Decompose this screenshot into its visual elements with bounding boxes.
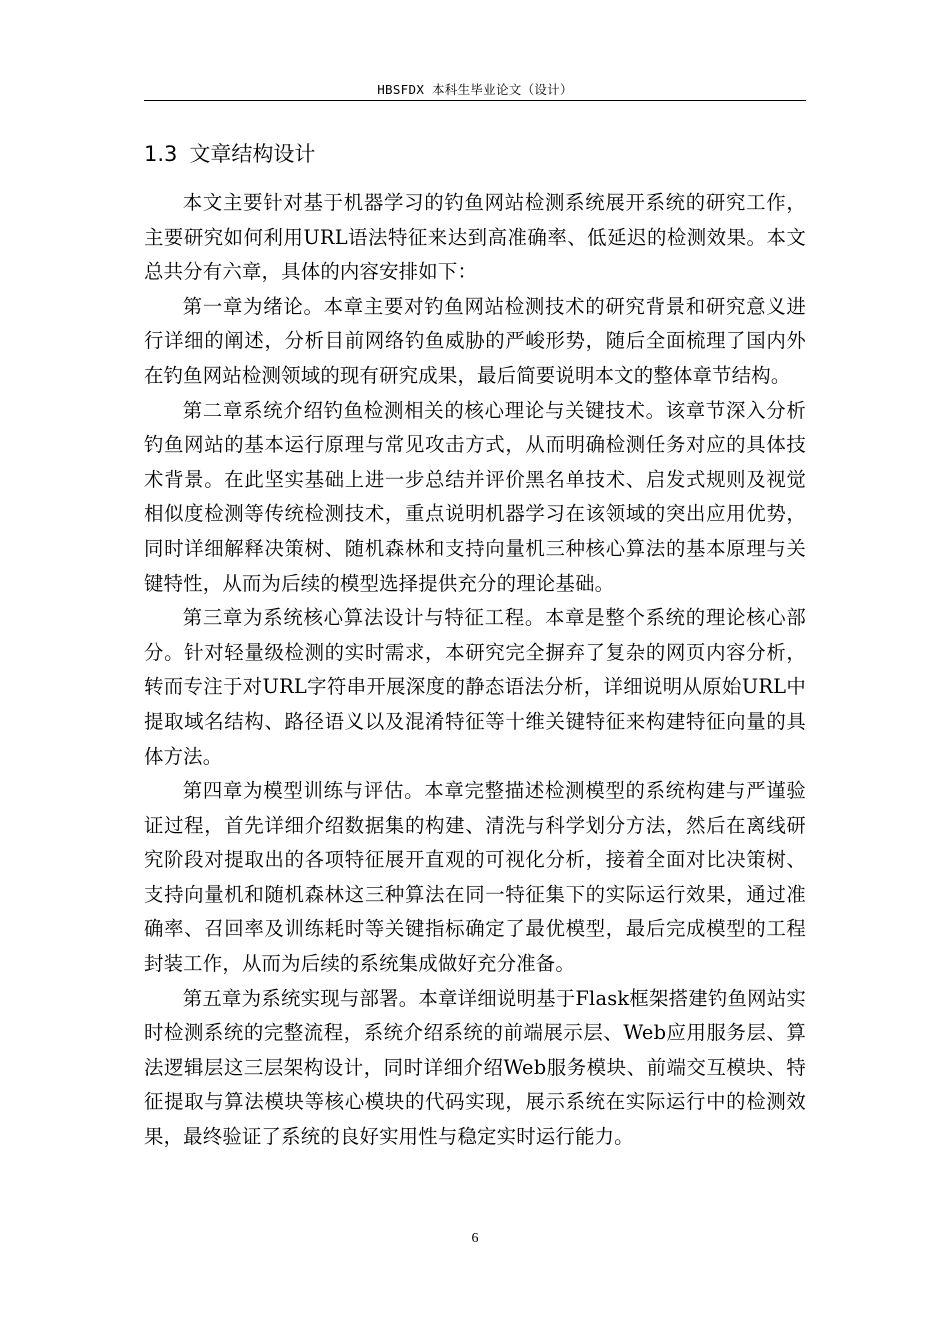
body-text — [144, 186, 806, 1155]
paragraph-chapter-2: 第二章系统介绍钓鱼检测相关的核心理论与关键技术。该章节深入分析钓鱼网站的基本运行原理与常见攻击方式，从而明确检测任务对应的具体技术背景。在此坚实基础上进一步总结并评价黑名单技术、启发式规则及视觉相似度检测等传统检测技术，重点说明机器学习在该领域的突出应用优势，同时详细解释决策树、随机森林和支持向量机三种核心算法的基本原理与关键特性，从而为后续的模型选择提供充分的理论基础。 — [144, 398, 806, 595]
paragraph-chapter-3: 第三章为系统核心算法设计与特征工程。本章是整个系统的理论核心部分。针对轻量级检测的实时需求，本研究完全摒弃了复杂的网页内容分析，转而专注于对URL字符串开展深度的静态语法分析，详细说明从原始URL中提取域名结构、路径语义以及混淆特征等十维关键特征来构建特征向量的具体方法。 — [144, 606, 806, 768]
section-heading — [144, 140, 806, 168]
paragraph-chapter-1: 第一章为绪论。本章主要对钓鱼网站检测技术的研究背景和研究意义进行详细的阐述，分析目前网络钓鱼威胁的严峻形势，随后全面梳理了国内外在钓鱼网站检测领域的现有研究成果，最后简要说明本文的整体章节结构。 — [144, 294, 806, 387]
paragraph-chapter-4: 第四章为模型训练与评估。本章完整描述检测模型的系统构建与严谨验证过程，首先详细介绍数据集的构建、清洗与科学划分方法，然后在离线研究阶段对提取出的各项特征展开直观的可视化分析，接着全面对比决策树、支持向量机和随机森林这三种算法在同一特征集下的实际运行效果，通过准确率、召回率及训练耗时等关键指标确定了最优模型，最后完成模型的工程封装工作，从而为后续的系统集成做好充分准备。 — [144, 779, 806, 976]
paragraph-intro: 本文主要针对基于机器学习的钓鱼网站检测系统展开系统的研究工作，主要研究如何利用URL语法特征来达到高准确率、低延迟的检测效果。本文总共分有六章，具体的内容安排如下： — [144, 191, 806, 284]
header-rule — [144, 100, 806, 101]
section-number: 1.3 — [144, 142, 178, 166]
section-title: 文章结构设计 — [189, 142, 316, 166]
running-header: HBSFDX 本科生毕业论文（设计） — [377, 82, 573, 97]
paragraph-chapter-5: 第五章为系统实现与部署。本章详细说明基于Flask框架搭建钓鱼网站实时检测系统的完整流程，系统介绍系统的前端展示层、Web应用服务层、算法逻辑层这三层架构设计，同时详细介绍Web服务模块、前端交互模块、特征提取与算法模块等核心模块的代码实现，展示系统在实际运行中的检测效果，最终验证了系统的良好实用性与稳定实时运行能力。 — [144, 986, 806, 1149]
page-number: 6 — [471, 1231, 479, 1246]
